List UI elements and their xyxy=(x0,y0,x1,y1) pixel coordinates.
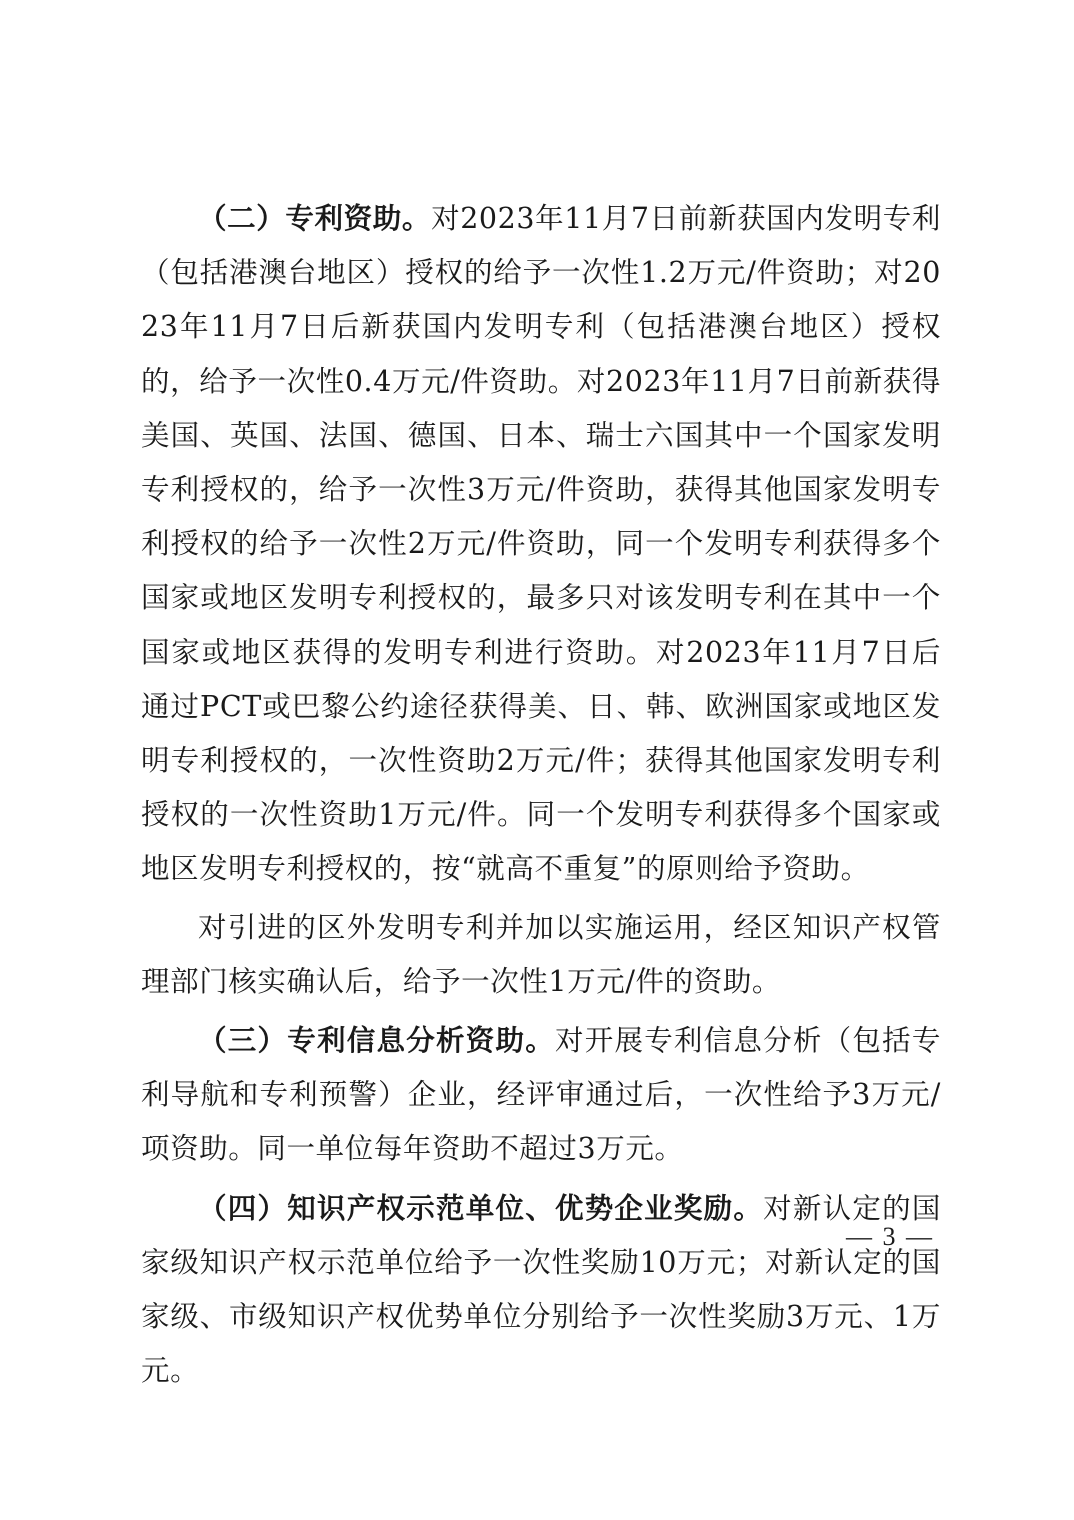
paragraph-ip-award xyxy=(141,1181,941,1399)
paragraph-patent-analysis xyxy=(141,1013,941,1177)
paragraph-text: 对开展专利信息分析（包括专利导航和专利预警）企业，经评审通过后，一次性给予3万元/项资助。同一单位每年资助不超过3万元。 xyxy=(141,1024,941,1166)
paragraph-text: 对2023年11月7日前新获国内发明专利（包括港澳台地区）授权的给予一次性1.2万元/件资助；对2023年11月7日后新获国内发明专利（包括港澳台地区）授权的，给予一次性0.4万元/件资助。对2023年11月7日前新获得美国、英国、法国、德国、日本、瑞士六国其中一个国家发明专利授权的，给予一次性3万元/件资助，获得其他国家发明专利授权的给予一次性2万元/件资助，同一个发明专利获得多个国家或地区发明专利授权的，最多只对该发明专利在其中一个国家或地区获得的发明专利进行资助。对2023年11月7日后通过PCT或巴黎公约途径获得美、日、韩、欧洲国家或地区发明专利授权的，一次性资助2万元/件；获得其他国家发明专利授权的一次性资助1万元/件。同一个发明专利获得多个国家或地区发明专利授权的，按“就高不重复”的原则给予资助。 xyxy=(141,202,941,886)
paragraph-patent-funding xyxy=(141,191,941,897)
section-heading: （二）专利资助。 xyxy=(198,201,432,235)
section-heading: （四）知识产权示范单位、优势企业奖励。 xyxy=(198,1190,764,1225)
page-number: — 3 — xyxy=(846,1222,934,1251)
paragraph-text: 对新认定的国家级知识产权示范单位给予一次性奖励10万元；对新认定的国家级、市级知识产权优势单位分别给予一次性奖励3万元、1万元。 xyxy=(141,1191,941,1388)
section-heading: （三）专利信息分析资助。 xyxy=(198,1023,555,1058)
document-body xyxy=(141,191,941,1398)
paragraph-imported-patents xyxy=(141,901,941,1009)
paragraph-text: 对引进的区外发明专利并加以实施运用，经区知识产权管理部门核实确认后，给予一次性1万元/件的资助。 xyxy=(141,910,941,998)
